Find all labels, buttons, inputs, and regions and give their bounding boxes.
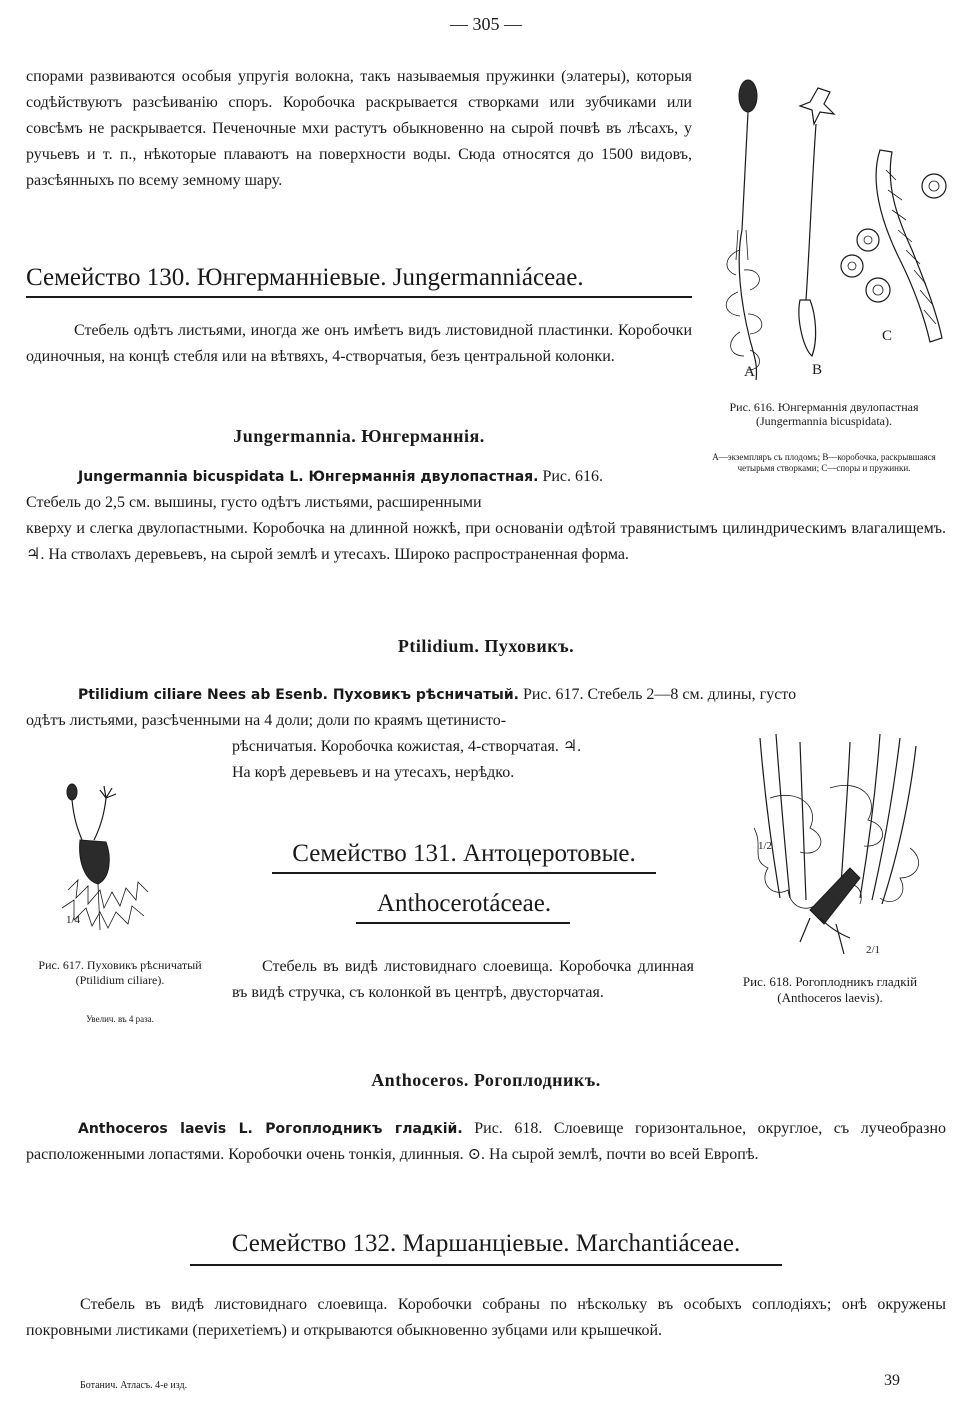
family-132-description: Стебель въ видѣ листовиднаго слоевища. Коробочки собраны по нѣскольку въ особыхъ соплодіяхъ; онѣ окружены покровными листиками (перихетіемъ) и открываются обыкновенно зубцами или крышечкой. [26, 1296, 946, 1339]
footer-book-title: Ботанич. Атласъ. 4-е изд. [80, 1380, 188, 1391]
family-130-underline [26, 296, 692, 298]
species-ptilidium-line1 [78, 682, 948, 708]
species-ptilidium-figref: Рис. 617. Стебель 2—8 см. длины, густо [522, 686, 797, 703]
figure-618-caption: Рис. 618. Рогоплодникъ гладкій (Anthoceros laevis). [742, 974, 918, 1005]
species-ptilidium-line4: На корѣ деревьевъ и на утесахъ, нерѣдко. [232, 764, 515, 781]
footer-signature: 39 [884, 1372, 900, 1389]
page-number: — 305 — [450, 14, 522, 34]
species-anthoceros-rest: Рис. 618. Слоевище горизонтальное, округлое, съ лучеобразно расположенными лопастями. Коробочки очень тонкія, длинныя. ⊙. На сырой землѣ, почти во всей Европѣ. [26, 1120, 947, 1163]
figure-616-label-c: C [882, 328, 893, 344]
species-anthoceros [26, 1116, 946, 1168]
species-ptilidium-name: Ptilidium ciliare Nees ab Esenb. Пуховикъ рѣсничатый. [78, 687, 519, 703]
figure-617-caption: Рис. 617. Пуховикъ рѣсничатый (Ptilidium ciliare). [38, 958, 202, 987]
species-jungermannia-line2: Стебель до 2,5 см. вышины, густо одѣтъ листьями, расширенными [26, 494, 482, 511]
species-ptilidium-line3: рѣсничатыя. Коробочка кожистая, 4-створчатая. ♃. [232, 738, 582, 755]
genus-anthoceros: Anthoceros. Рогоплодникъ. [371, 1070, 601, 1090]
species-anthoceros-name: Anthoceros laevis L. Рогоплодникъ гладкій. [78, 1121, 463, 1137]
figure-618-label-2: 2/1 [866, 944, 881, 956]
figure-616-legend: А—экземпляръ съ плодомъ; В—коробочка, раскрывшаяся четырьмя створками; С—споры и пружинки. [712, 452, 936, 473]
family-131-underline-2 [356, 922, 570, 924]
family-130-description: Стебель одѣтъ листьями, иногда же онъ имѣетъ видъ листовидной пластинки. Коробочки одиночныя, на концѣ стебля или на вѣтвяхъ, 4-створчатыя, безъ центральной колонки. [26, 322, 692, 365]
family-130-heading: Семейство 130. Юнгерманніевые. Jungermanniáceae. [26, 264, 584, 291]
species-ptilidium-line2: одѣтъ листьями, разсѣченными на 4 доли; доли по краямъ щетинисто- [26, 712, 507, 729]
genus-ptilidium: Ptilidium. Пуховикъ. [397, 636, 575, 656]
genus-jungermannia: Jungermannia. Юнгерманнія. [233, 426, 485, 446]
family-131-underline-1 [272, 872, 656, 874]
species-jungermannia-rest: кверху и слегка двулопастными. Коробочка на длинной ножкѣ, при основаніи одѣтой травянистымъ цилиндрическимъ влагалищемъ. ♃. На стволахъ деревьевъ, на сырой землѣ и утесахъ. Широко распространенная форма. [26, 520, 946, 563]
figure-616-caption: Рис. 616. Юнгерманнія двулопастная (Jungermannia bicuspidata). [729, 400, 919, 428]
species-jungermannia-name: Jungermannia bicuspidata L. Юнгерманнія двулопастная. [78, 469, 539, 485]
intro-paragraph: спорами развиваются особыя упругія волокна, такъ называемыя пружинки (элатеры), которыя содѣйствуютъ разсѣиванію споръ. Коробочка раскрывается створками или зубчиками или совсѣмъ не раскрывается. Печеночные мхи растутъ обыкновенно на сырой почвѣ въ лѣсахъ, у ручьевъ и т. п., нѣкоторые плаваютъ на поверхности воды. Сюда относятся до 1500 видовъ, разсѣянныхъ по всему земному шару. [26, 68, 692, 189]
family-131-description: Стебель въ видѣ листовиднаго слоевища. Коробочка длинная въ видѣ стручка, съ колонкой въ центрѣ, двусторчатая. [232, 958, 694, 1001]
family-131-heading-line1: Семейство 131. Антоцеротовые. [292, 840, 636, 867]
figure-616-illustration [710, 70, 950, 390]
figure-617-note: Увелич. въ 4 раза. [86, 1014, 154, 1024]
species-jungermannia-figref: Рис. 616. [542, 468, 604, 485]
figure-617-label: 1/4 [66, 914, 81, 926]
figure-616-label-b: B [812, 362, 823, 378]
family-132-heading: Семейство 132. Маршанціевые. Marchantiáceae. [231, 1230, 741, 1257]
figure-616-label-a: A [744, 364, 755, 380]
figure-618-label-1: 1/2 [758, 840, 773, 852]
family-131-heading-line2: Anthocerotáceae. [376, 890, 552, 917]
family-132-underline [190, 1264, 782, 1266]
species-jungermannia-line1 [78, 464, 698, 490]
